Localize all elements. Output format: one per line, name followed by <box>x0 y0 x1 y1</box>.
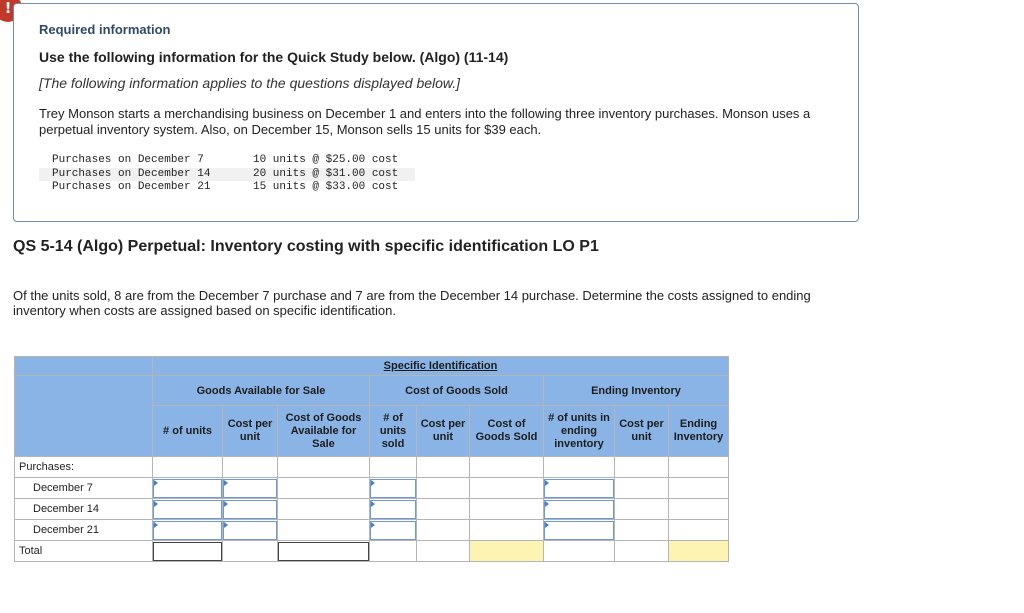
dec14-cost-available-cell <box>278 499 370 520</box>
dec21-cost-per-unit-sold-cell <box>417 520 470 541</box>
dec14-units-ending-input[interactable] <box>544 500 614 519</box>
table-title <box>153 357 729 376</box>
col-cost-available: Cost of Goods Available for Sale <box>278 406 370 457</box>
total-cost-per-unit-sold-cell <box>417 541 470 562</box>
purchase-row <box>39 168 415 182</box>
total-units-cell <box>153 541 223 562</box>
total-cost-available-input[interactable] <box>278 542 369 561</box>
col-units: # of units <box>153 406 223 457</box>
col-units-ending: # of units in ending inventory <box>544 406 615 457</box>
dec14-cost-per-unit-cell <box>223 499 278 520</box>
purchase-value: 15 units @ $33.00 cost <box>253 181 399 193</box>
total-units-input[interactable] <box>153 542 222 561</box>
dec21-units-input[interactable] <box>153 521 222 540</box>
dec14-units-input[interactable] <box>153 500 222 519</box>
dec7-cost-per-unit-ending-cell <box>615 478 669 499</box>
total-cogs-cell[interactable] <box>470 541 544 562</box>
col-units-sold: # of units sold <box>370 406 417 457</box>
table-title-text: Specific Identification <box>383 360 498 372</box>
col-ending-inventory: Ending Inventory <box>669 406 729 457</box>
alert-icon: ! <box>0 0 22 22</box>
dec7-cost-per-unit-cell <box>223 478 278 499</box>
dec14-units-ending-cell <box>544 499 615 520</box>
purchase-row <box>39 181 415 195</box>
purchase-label: Purchases on December 21 <box>52 181 211 193</box>
row-label-december-21: December 21 <box>15 520 153 541</box>
row-label-december-7: December 7 <box>15 478 153 499</box>
table-cell <box>370 457 417 478</box>
dec21-units-cell <box>153 520 223 541</box>
header-blank <box>15 376 153 457</box>
total-ending-inventory-cell[interactable] <box>669 541 729 562</box>
dec21-cost-available-cell <box>278 520 370 541</box>
table-cell <box>615 457 669 478</box>
dec7-units-ending-cell <box>544 478 615 499</box>
dec21-ending-inventory-cell <box>669 520 729 541</box>
col-cost-per-unit-sold: Cost per unit <box>417 406 470 457</box>
dec21-units-ending-input[interactable] <box>544 521 614 540</box>
total-cost-available-cell <box>278 541 370 562</box>
dec7-ending-inventory-cell <box>669 478 729 499</box>
dec21-cost-per-unit-ending-cell <box>615 520 669 541</box>
table-cell <box>669 457 729 478</box>
dec7-units-sold-cell <box>370 478 417 499</box>
table-cell <box>470 457 544 478</box>
table-cell <box>153 457 223 478</box>
dec7-cost-per-unit-sold-cell <box>417 478 470 499</box>
row-label-total: Total <box>15 541 153 562</box>
purchases-list <box>39 154 415 195</box>
dec14-units-cell <box>153 499 223 520</box>
dec14-cost-per-unit-ending-cell <box>615 499 669 520</box>
dec7-cost-available-cell <box>278 478 370 499</box>
dec21-units-sold-cell <box>370 520 417 541</box>
table-cell <box>417 457 470 478</box>
dec14-units-sold-input[interactable] <box>370 500 416 519</box>
purchase-value: 10 units @ $25.00 cost <box>253 154 399 166</box>
header-blank <box>15 357 153 376</box>
dec14-cogs-cell <box>470 499 544 520</box>
group-goods-available: Goods Available for Sale <box>153 376 370 406</box>
total-cost-per-unit-cell <box>223 541 278 562</box>
total-units-sold-cell <box>370 541 417 562</box>
dec21-units-sold-input[interactable] <box>370 521 416 540</box>
total-units-ending-cell <box>544 541 615 562</box>
specific-identification-table <box>14 356 729 562</box>
dec14-units-sold-cell <box>370 499 417 520</box>
use-info-heading: Use the following information for the Quick Study below. (Algo) (11-14) <box>39 49 509 65</box>
dec7-cogs-cell <box>470 478 544 499</box>
dec14-cost-per-unit-input[interactable] <box>223 500 277 519</box>
applies-note: [The following information applies to the questions displayed below.] <box>39 75 461 91</box>
row-label-purchases: Purchases: <box>15 457 153 478</box>
purchase-row <box>39 154 415 168</box>
group-cost-of-goods-sold: Cost of Goods Sold <box>370 376 544 406</box>
required-info-title: Required information <box>39 22 171 37</box>
dec7-cost-per-unit-input[interactable] <box>223 479 277 498</box>
total-cost-per-unit-ending-cell <box>615 541 669 562</box>
dec7-units-ending-input[interactable] <box>544 479 614 498</box>
dec21-units-ending-cell <box>544 520 615 541</box>
dec21-cost-per-unit-cell <box>223 520 278 541</box>
col-cost-per-unit: Cost per unit <box>223 406 278 457</box>
question-title: QS 5-14 (Algo) Perpetual: Inventory costing with specific identification LO P1 <box>13 238 599 255</box>
col-cost-of-goods-sold: Cost of Goods Sold <box>470 406 544 457</box>
purchase-value: 20 units @ $31.00 cost <box>253 167 399 180</box>
dec7-units-cell <box>153 478 223 499</box>
dec14-cost-per-unit-sold-cell <box>417 499 470 520</box>
row-label-december-14: December 14 <box>15 499 153 520</box>
dec7-units-sold-input[interactable] <box>370 479 416 498</box>
dec7-units-input[interactable] <box>153 479 222 498</box>
question-text: Of the units sold, 8 are from the December 7 purchase and 7 are from the December 14 purchase. Determine the costs assigned to ending inventory when costs are assigned based on specific identification. <box>13 288 811 318</box>
table-cell <box>278 457 370 478</box>
purchase-label: Purchases on December 7 <box>52 154 204 166</box>
col-cost-per-unit-ending: Cost per unit <box>615 406 669 457</box>
dec14-ending-inventory-cell <box>669 499 729 520</box>
purchase-label: Purchases on December 14 <box>52 167 211 180</box>
dec21-cogs-cell <box>470 520 544 541</box>
table-cell <box>223 457 278 478</box>
group-ending-inventory: Ending Inventory <box>544 376 729 406</box>
dec21-cost-per-unit-input[interactable] <box>223 521 277 540</box>
scenario-paragraph: Trey Monson starts a merchandising business on December 1 and enters into the following three inventory purchases. Monson uses a perpetual inventory system. Also, on December 15, Monson sells 15 units for $39 each. <box>39 106 811 137</box>
table-cell <box>544 457 615 478</box>
